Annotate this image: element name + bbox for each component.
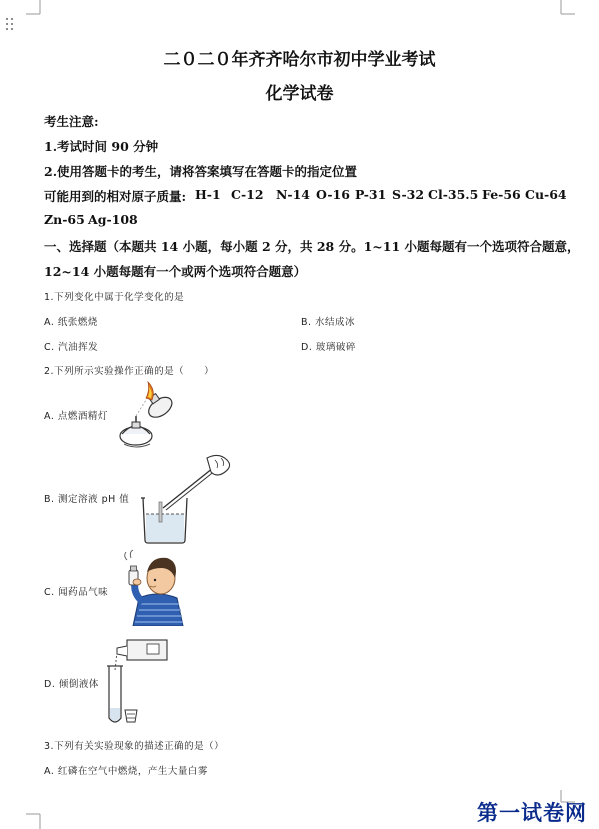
question-2-stem: 2.下列所示实验操作正确的是（ ） <box>44 366 215 377</box>
notice-line-1: 1.考试时间 90 分钟 <box>44 139 159 154</box>
question-2-option-b: B. 测定溶液 pH 值 <box>44 494 130 505</box>
smelling-chemical-illustration <box>117 548 189 626</box>
section-heading-line-2: 12~14 小题每题有一个或两个选项符合题意） <box>44 264 307 279</box>
atomic-mass-label: 可能用到的相对原子质量: <box>44 189 187 204</box>
atomic-mass-o: O-16 <box>316 187 350 202</box>
drag-handle-icon[interactable] <box>6 18 16 32</box>
page-subtitle: 化学试卷 <box>265 84 334 104</box>
question-1-stem: 1.下列变化中属于化学变化的是 <box>44 292 185 303</box>
crop-mark-bottom-left <box>0 790 60 829</box>
question-1-option-b: B. 水结成冰 <box>301 317 356 328</box>
notice-line-2: 2.使用答题卡的考生，请将答案填写在答题卡的指定位置 <box>44 164 358 179</box>
crop-mark-top-right <box>555 0 599 20</box>
pouring-liquid-illustration <box>103 630 171 726</box>
question-1-option-d: D. 玻璃破碎 <box>301 342 356 353</box>
question-1-option-a: A. 纸张燃烧 <box>44 317 98 328</box>
ph-test-beaker-illustration <box>135 450 240 545</box>
notice-heading: 考生注意: <box>44 114 99 129</box>
atomic-mass-zn: Zn-65 <box>44 212 85 227</box>
watermark-logo: 第一试卷网 <box>477 801 587 825</box>
atomic-mass-p: P-31 <box>355 187 387 202</box>
atomic-mass-ag: Ag-108 <box>88 212 138 227</box>
question-1-option-c: C. 汽油挥发 <box>44 342 99 353</box>
question-2-option-c: C. 闻药品气味 <box>44 587 109 598</box>
atomic-mass-s: S-32 <box>392 187 425 202</box>
question-3-option-a: A. 红磷在空气中燃烧，产生大量白雾 <box>44 766 208 777</box>
atomic-mass-n: N-14 <box>276 187 311 202</box>
atomic-mass-h: H-1 <box>195 187 221 202</box>
page-title: 二０二０年齐齐哈尔市初中学业考试 <box>163 50 436 70</box>
alcohol-lamp-lighting-illustration <box>112 378 176 454</box>
atomic-mass-cu: Cu-64 <box>525 187 567 202</box>
atomic-mass-c: C-12 <box>231 187 264 202</box>
crop-mark-top-left <box>0 0 60 20</box>
question-3-stem: 3.下列有关实验现象的描述正确的是（） <box>44 741 225 752</box>
question-2-option-d: D. 倾倒液体 <box>44 679 99 690</box>
question-2-option-a: A. 点燃酒精灯 <box>44 411 108 422</box>
section-heading-line-1: 一、选择题（本题共 14 小题，每小题 2 分，共 28 分。1~11 小题每题有一个选项符合题意， <box>44 239 580 254</box>
atomic-mass-fe: Fe-56 <box>482 187 521 202</box>
atomic-mass-cl: Cl-35.5 <box>428 187 479 202</box>
